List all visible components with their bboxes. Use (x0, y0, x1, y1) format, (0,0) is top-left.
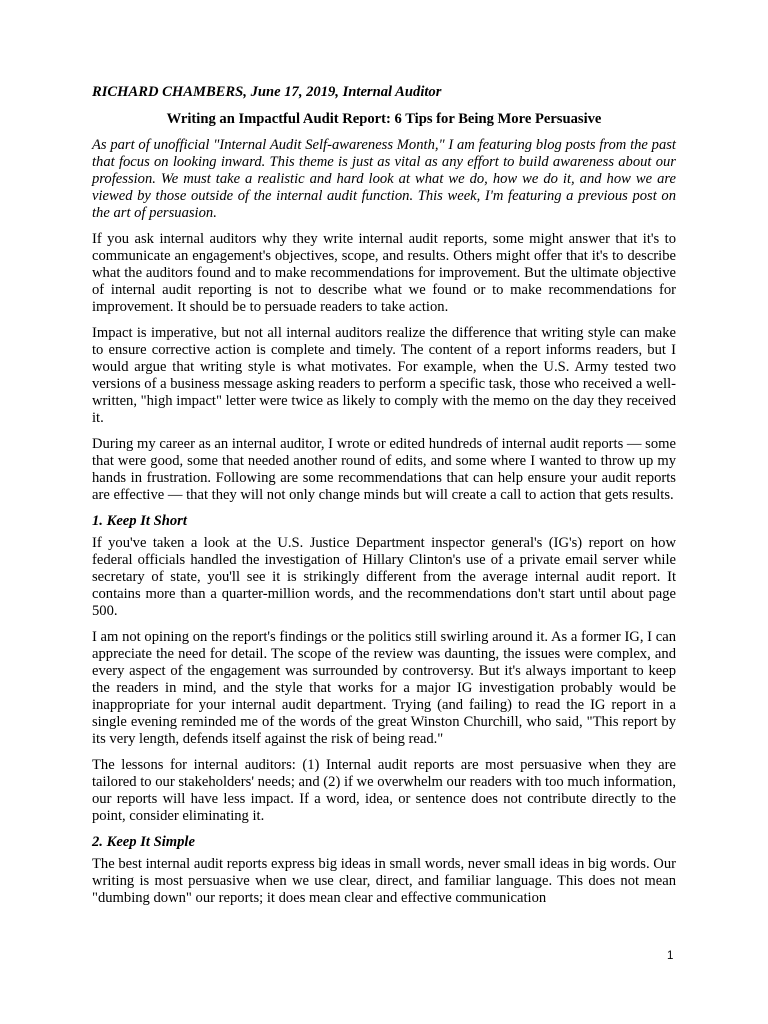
paragraph-5: I am not opining on the report's findings or the politics still swirling around it. As a former IG, I can appreciate the need for detail. The scope of the review was daunting, the issues were complex, and every aspect of the engagement was surrounded by controversy. But it's always important to keep the readers in mind, and the style that works for a major IG investigation probably would be inappropriate for your internal audit department. Trying (and failing) to read the IG report in a single evening reminded me of the words of the great Winston Churchill, who said, "This report by its very length, defends itself against the risk of being read." (92, 629, 676, 747)
article-title: Writing an Impactful Audit Report: 6 Tips for Being More Persuasive (166, 111, 602, 127)
document-body (92, 84, 676, 916)
paragraph-1: If you ask internal auditors why they write internal audit reports, some might answer that it's to communicate an engagement's objectives, scope, and results. Others might offer that it's to describe what the auditors found and to make recommendations for improvement. But the ultimate objective of internal audit reporting is not to describe what we found or to make recommendations for improvement. It should be to persuade readers to take action. (92, 231, 676, 315)
paragraph-4: If you've taken a look at the U.S. Justice Department inspector general's (IG's) report on how federal officials handled the investigation of Hillary Clinton's use of a private email server while secretary of state, you'll see it is strikingly different from the average internal audit report. It contains more than a quarter-million words, and the recommendations don't start until about page 500. (92, 535, 676, 619)
paragraph-6: The lessons for internal auditors: (1) Internal audit reports are most persuasive when they are tailored to our stakeholders' needs; and (2) if we overwhelm our readers with too much information, our reports will have less impact. If a word, idea, or sentence does not contribute directly to the point, consider eliminating it. (92, 757, 676, 824)
paragraph-2: Impact is imperative, but not all internal auditors realize the difference that writing style can make to ensure corrective action is complete and timely. The content of a report informs readers, but I would argue that writing style is what motivates. For example, when the U.S. Army tested two versions of a business message asking readers to perform a specific task, those who received a well-written, "high impact" letter were twice as likely to comply with the memo on the day they received it. (92, 325, 676, 426)
intro-paragraph: As part of unofficial "Internal Audit Self-awareness Month," I am featuring blog posts from the past that focus on looking inward. This theme is just as vital as any effort to build awareness about our profession. We must take a realistic and hard look at what we do, how we do it, and how we are viewed by those outside of the internal audit function. This week, I'm featuring a previous post on the art of persuasion. (92, 137, 676, 221)
page-number: 1 (667, 950, 674, 962)
section-heading-keep-it-simple: 2. Keep It Simple (92, 834, 195, 850)
byline: RICHARD CHAMBERS, June 17, 2019, Internal Auditor (92, 84, 442, 100)
section-heading-keep-it-short: 1. Keep It Short (92, 513, 187, 529)
paragraph-3: During my career as an internal auditor, I wrote or edited hundreds of internal audit reports — some that were good, some that needed another round of edits, and some where I wanted to throw up my hands in frustration. Following are some recommendations that can help ensure your audit reports are effective — that they will not only change minds but will create a call to action that gets results. (92, 436, 676, 503)
paragraph-7: The best internal audit reports express big ideas in small words, never small ideas in big words. Our writing is most persuasive when we use clear, direct, and familiar language. This does not mean "dumbing down" our reports; it does mean clear and effective communication (92, 856, 676, 906)
